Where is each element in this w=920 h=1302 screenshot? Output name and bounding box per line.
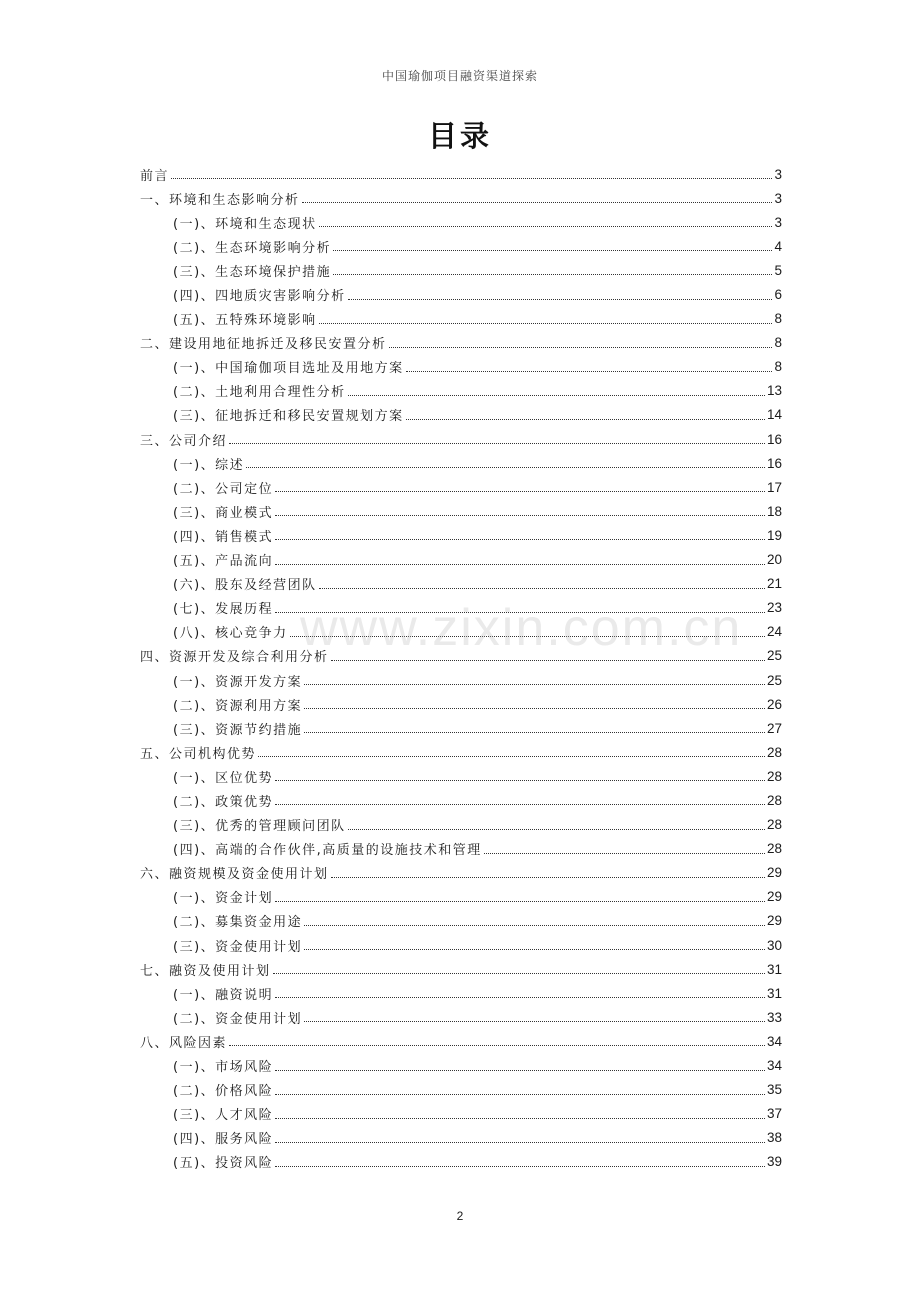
toc-entry-page: 4 [774, 238, 782, 254]
dot-leader [229, 1044, 765, 1046]
toc-subentry[interactable] [140, 596, 782, 620]
dot-leader [389, 346, 773, 348]
dot-leader [275, 538, 765, 540]
dot-leader [275, 996, 765, 998]
toc-subentry[interactable] [140, 909, 782, 933]
toc-subentry[interactable] [140, 1053, 782, 1077]
toc-entry-label: (七)、发展历程 [173, 602, 274, 618]
toc-entry-label: (一)、资源开发方案 [173, 674, 303, 690]
toc-entry[interactable] [140, 1029, 782, 1053]
toc-entry-page: 29 [766, 865, 782, 881]
dot-leader [275, 900, 765, 902]
toc-entry-page: 34 [766, 1033, 782, 1049]
toc-entry-page: 35 [766, 1082, 782, 1098]
toc-entry-page: 26 [766, 696, 782, 712]
toc-entry-page: 28 [766, 792, 782, 808]
toc-subentry[interactable] [140, 620, 782, 644]
dot-leader [304, 707, 765, 709]
toc-entry-page: 29 [766, 889, 782, 905]
toc-subentry[interactable] [140, 933, 782, 957]
toc-subentry[interactable] [140, 282, 782, 306]
toc-subentry[interactable] [140, 981, 782, 1005]
toc-entry-label: (四)、服务风险 [173, 1132, 274, 1148]
toc-entry-label: (二)、资源利用方案 [173, 698, 303, 714]
toc-entry-page: 3 [774, 214, 782, 230]
toc-entry-page: 8 [774, 359, 782, 375]
toc-entry-label: (三)、生态环境保护措施 [173, 264, 332, 280]
toc-entry-page: 28 [766, 744, 782, 760]
toc-entry-page: 31 [766, 985, 782, 1001]
toc-entry-page: 18 [766, 503, 782, 519]
toc-entry-page: 13 [766, 383, 782, 399]
toc-entry-label: 前言 [140, 168, 170, 184]
toc-entry-page: 20 [766, 552, 782, 568]
toc-entry-page: 21 [766, 576, 782, 592]
toc-subentry[interactable] [140, 1126, 782, 1150]
toc-entry-page: 30 [766, 937, 782, 953]
toc-entry-page: 3 [774, 190, 782, 206]
toc-entry-page: 23 [766, 600, 782, 616]
page-number: 2 [456, 1209, 464, 1223]
toc-entry[interactable] [140, 331, 782, 355]
toc-entry-page: 16 [766, 431, 782, 447]
dot-leader [348, 828, 765, 830]
toc-entry-page: 28 [766, 817, 782, 833]
toc-subentry[interactable] [140, 258, 782, 282]
toc-entry[interactable] [140, 644, 782, 668]
toc-subentry[interactable] [140, 813, 782, 837]
dot-leader [275, 514, 765, 516]
toc-entry-label: (四)、高端的合作伙伴,高质量的设施技术和管理 [173, 843, 482, 859]
toc-entry-label: (二)、价格风险 [173, 1084, 274, 1100]
dot-leader [275, 1117, 765, 1119]
dot-leader [319, 225, 773, 227]
running-header: 中国瑜伽项目融资渠道探索 [381, 69, 538, 83]
toc-entry-label: (二)、生态环境影响分析 [173, 240, 332, 256]
toc-entry-page: 19 [766, 527, 782, 543]
toc-subentry[interactable] [140, 307, 782, 331]
dot-leader [331, 659, 765, 661]
toc-subentry[interactable] [140, 788, 782, 812]
toc-subentry[interactable] [140, 210, 782, 234]
toc-subentry[interactable] [140, 523, 782, 547]
toc-entry-label: (三)、人才风险 [173, 1108, 274, 1124]
dot-leader [273, 972, 765, 974]
toc-subentry[interactable] [140, 499, 782, 523]
toc-entry-label: (一)、环境和生态现状 [173, 216, 317, 232]
toc-entry-page: 28 [766, 841, 782, 857]
toc-entry-page: 33 [766, 1009, 782, 1025]
toc-entry[interactable] [140, 186, 782, 210]
dot-leader [275, 803, 765, 805]
dot-leader [275, 490, 765, 492]
toc-entry[interactable] [140, 861, 782, 885]
dot-leader [304, 1020, 765, 1022]
toc-title: 目录 [427, 119, 492, 153]
toc-entry-label: (一)、综述 [173, 457, 245, 473]
dot-leader [275, 1141, 765, 1143]
toc-entry-label: (五)、投资风险 [173, 1156, 274, 1172]
toc-entry-page: 28 [766, 768, 782, 784]
toc-entry-page: 24 [766, 624, 782, 640]
dot-leader [275, 611, 765, 613]
toc-entry-page: 14 [766, 407, 782, 423]
toc-entry-page: 25 [766, 648, 782, 664]
toc-subentry[interactable] [140, 475, 782, 499]
toc-entry-page: 34 [766, 1058, 782, 1074]
toc-subentry[interactable] [140, 1150, 782, 1174]
dot-leader [246, 466, 765, 468]
toc-entry-page: 25 [766, 672, 782, 688]
toc-entry-label: (四)、销售模式 [173, 529, 274, 545]
toc-entry-label: 一、环境和生态影响分析 [140, 192, 300, 208]
toc-entry-label: (一)、区位优势 [173, 770, 274, 786]
toc-entry-label: (一)、资金计划 [173, 891, 274, 907]
toc-entry-label: 二、建设用地征地拆迁及移民安置分析 [140, 337, 387, 353]
toc-entry-label: (一)、中国瑜伽项目选址及用地方案 [173, 361, 404, 377]
toc-subentry[interactable] [140, 1005, 782, 1029]
toc-entry-page: 38 [766, 1130, 782, 1146]
toc-entry-label: 三、公司介绍 [140, 433, 228, 449]
toc-entry-page: 27 [766, 720, 782, 736]
toc-entry-label: (一)、融资说明 [173, 987, 274, 1003]
toc-entry-label: (二)、募集资金用途 [173, 915, 303, 931]
toc-entry-page: 39 [766, 1154, 782, 1170]
toc-entry-label: (三)、资金使用计划 [173, 939, 303, 955]
toc-entry-label: (八)、核心竞争力 [173, 626, 288, 642]
toc-entry-label: (五)、产品流向 [173, 554, 274, 570]
toc-entry-label: 四、资源开发及综合利用分析 [140, 650, 329, 666]
toc-entry-label: 五、公司机构优势 [140, 746, 257, 762]
dot-leader [258, 755, 765, 757]
toc-entry-label: (六)、股东及经营团队 [173, 578, 317, 594]
toc-subentry[interactable] [140, 885, 782, 909]
toc-entry-label: (四)、四地质灾害影响分析 [173, 289, 346, 305]
toc-entry-page: 3 [774, 166, 782, 182]
toc-subentry[interactable] [140, 234, 782, 258]
dot-leader [406, 370, 773, 372]
dot-leader [171, 177, 772, 179]
toc-entry-page: 17 [766, 479, 782, 495]
table-of-contents [140, 162, 782, 1174]
dot-leader [333, 273, 772, 275]
toc-entry-page: 37 [766, 1106, 782, 1122]
dot-leader [319, 322, 773, 324]
dot-leader [348, 394, 765, 396]
dot-leader [406, 418, 765, 420]
toc-subentry[interactable] [140, 355, 782, 379]
toc-subentry[interactable] [140, 837, 782, 861]
dot-leader [304, 683, 765, 685]
toc-entry[interactable] [140, 162, 782, 186]
toc-entry-page: 29 [766, 913, 782, 929]
toc-entry-label: 七、融资及使用计划 [140, 963, 271, 979]
dot-leader [275, 1093, 765, 1095]
dot-leader [331, 876, 765, 878]
toc-entry-label: 八、风险因素 [140, 1035, 228, 1051]
toc-entry-label: (一)、市场风险 [173, 1060, 274, 1076]
dot-leader [275, 779, 765, 781]
toc-entry-page: 8 [774, 311, 782, 327]
toc-entry-page: 5 [774, 262, 782, 278]
toc-subentry[interactable] [140, 764, 782, 788]
toc-entry-page: 31 [766, 961, 782, 977]
toc-entry-label: 六、融资规模及资金使用计划 [140, 867, 329, 883]
toc-entry-label: (二)、资金使用计划 [173, 1011, 303, 1027]
toc-entry[interactable] [140, 740, 782, 764]
toc-subentry[interactable] [140, 403, 782, 427]
toc-entry-label: (三)、优秀的管理顾问团队 [173, 819, 346, 835]
toc-subentry[interactable] [140, 692, 782, 716]
dot-leader [229, 442, 765, 444]
toc-entry-page: 16 [766, 455, 782, 471]
toc-entry[interactable] [140, 427, 782, 451]
dot-leader [484, 852, 765, 854]
dot-leader [275, 563, 765, 565]
toc-entry-label: (三)、商业模式 [173, 505, 274, 521]
dot-leader [304, 731, 765, 733]
dot-leader [348, 298, 773, 300]
dot-leader [304, 948, 765, 950]
toc-entry-label: (三)、资源节约措施 [173, 722, 303, 738]
toc-entry-label: (二)、公司定位 [173, 481, 274, 497]
toc-entry-label: (三)、征地拆迁和移民安置规划方案 [173, 409, 404, 425]
dot-leader [275, 1165, 765, 1167]
toc-subentry[interactable] [140, 548, 782, 572]
dot-leader [275, 1069, 765, 1071]
toc-subentry[interactable] [140, 379, 782, 403]
toc-entry-page: 6 [774, 287, 782, 303]
dot-leader [333, 249, 772, 251]
dot-leader [302, 201, 773, 203]
toc-entry-label: (五)、五特殊环境影响 [173, 313, 317, 329]
toc-entry-page: 8 [774, 335, 782, 351]
dot-leader [304, 924, 765, 926]
toc-subentry[interactable] [140, 716, 782, 740]
toc-entry[interactable] [140, 957, 782, 981]
toc-subentry[interactable] [140, 451, 782, 475]
toc-subentry[interactable] [140, 1102, 782, 1126]
toc-entry-label: (二)、政策优势 [173, 794, 274, 810]
watermark: www.zixin.com.cn [300, 599, 743, 657]
toc-subentry[interactable] [140, 572, 782, 596]
toc-entry-label: (二)、土地利用合理性分析 [173, 385, 346, 401]
toc-subentry[interactable] [140, 1078, 782, 1102]
dot-leader [319, 587, 765, 589]
toc-subentry[interactable] [140, 668, 782, 692]
dot-leader [290, 635, 765, 637]
